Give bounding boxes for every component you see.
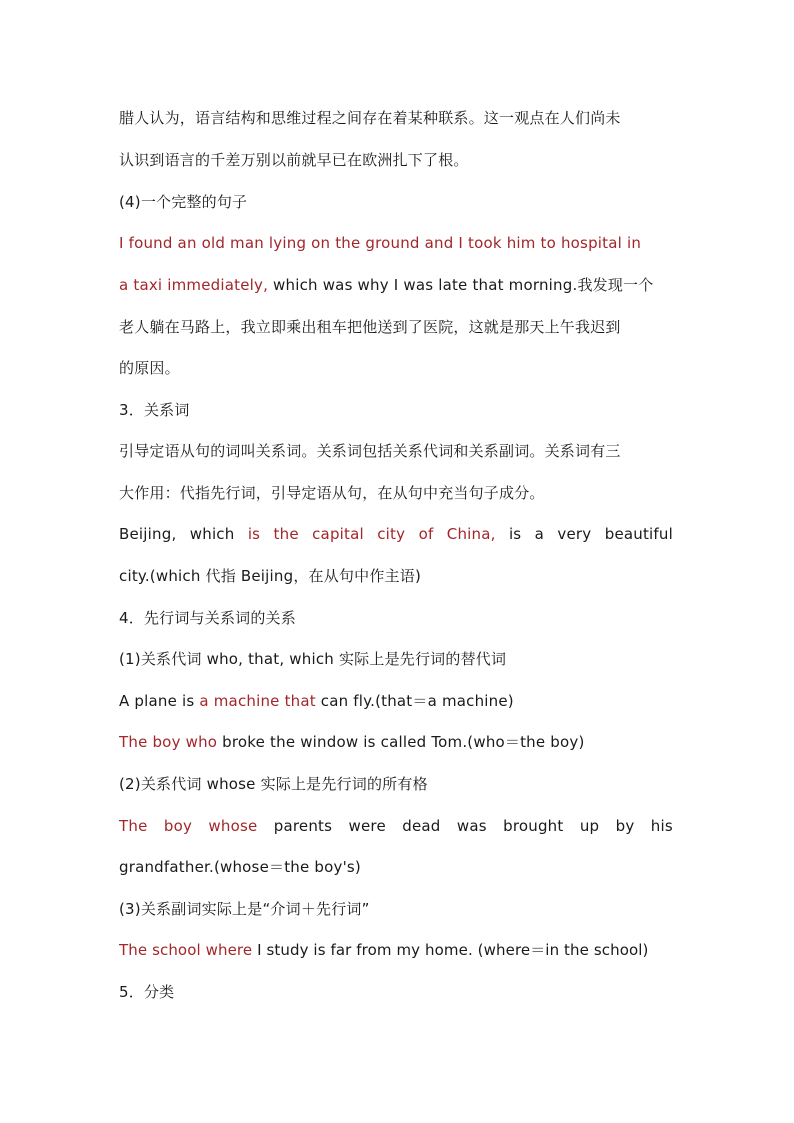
highlighted-word: whose	[208, 817, 258, 835]
paragraph-line	[119, 108, 673, 128]
paragraph-line	[119, 483, 673, 503]
example-sentence-line	[119, 233, 673, 253]
section-heading	[119, 982, 673, 1002]
highlighted-text: The school where	[119, 941, 253, 959]
text-span: broke the window is called Tom.(who＝the boy)	[217, 733, 585, 751]
example-sentence-line	[119, 816, 673, 836]
text-span: I study is far from my home. (where＝in the school)	[252, 941, 649, 959]
section-heading	[119, 608, 673, 628]
sub-heading	[119, 774, 673, 794]
word: brought	[503, 817, 564, 835]
word: beautiful	[604, 525, 673, 543]
word: were	[348, 817, 386, 835]
word: is	[508, 525, 522, 543]
text-span: (3)关系副词实际上是“介词＋先行词”	[119, 900, 370, 918]
text-span: (4)一个完整的句子	[119, 193, 248, 211]
text-span: 大作用：代指先行词，引导定语从句，在从句中充当句子成分。	[119, 484, 545, 502]
text-span: (2)关系代词 whose 实际上是先行词的所有格	[119, 775, 428, 793]
text-span: 4．先行词与关系词的关系	[119, 609, 296, 627]
text-span: 5．分类	[119, 983, 175, 1001]
word: a	[534, 525, 545, 543]
section-heading	[119, 400, 673, 420]
text-span: 认识到语言的千差万别以前就早已在欧洲扎下了根。	[119, 151, 469, 169]
text-span: (1)关系代词 who, that, which 实际上是先行词的替代词	[119, 650, 507, 668]
text-span: A plane is	[119, 692, 200, 710]
example-sentence-line	[119, 691, 673, 711]
text-span: city.(which 代指 Beijing，在从句中作主语)	[119, 567, 421, 585]
example-sentence-line	[119, 524, 673, 544]
text-span: grandfather.(whose＝the boy's)	[119, 858, 361, 876]
paragraph-line	[119, 150, 673, 170]
text-span: 老人躺在马路上，我立即乘出租车把他送到了医院，这就是那天上午我迟到	[119, 318, 621, 336]
text-span: which was why I was late that morning.我发现一个	[268, 276, 654, 294]
text-span: can fly.(that＝a machine)	[315, 692, 514, 710]
highlighted-text: a taxi immediately,	[119, 276, 269, 294]
example-sentence-line	[119, 566, 673, 586]
word: Beijing,	[119, 525, 177, 543]
word: his	[650, 817, 673, 835]
highlighted-word: boy	[163, 817, 193, 835]
text-span: 腊人认为，语言结构和思维过程之间存在着某种联系。这一观点在人们尚未	[119, 109, 621, 127]
word: was	[456, 817, 487, 835]
highlighted-word: China,	[446, 525, 496, 543]
example-sentence-line	[119, 940, 673, 960]
highlighted-word: city	[377, 525, 406, 543]
section-heading	[119, 192, 673, 212]
paragraph-line	[119, 441, 673, 461]
example-sentence-line	[119, 732, 673, 752]
highlighted-text: The boy who	[119, 733, 218, 751]
paragraph-line	[119, 317, 673, 337]
highlighted-word: is	[247, 525, 261, 543]
highlighted-text: I found an old man lying on the ground and I took him to hospital in	[119, 234, 642, 252]
sub-heading	[119, 899, 673, 919]
sub-heading	[119, 649, 673, 669]
highlighted-word: the	[273, 525, 299, 543]
text-span: 的原因。	[119, 359, 180, 377]
example-sentence-line	[119, 857, 673, 877]
word: by	[615, 817, 635, 835]
word: parents	[273, 817, 333, 835]
word: up	[579, 817, 600, 835]
highlighted-text: a machine that	[199, 692, 316, 710]
highlighted-word: of	[418, 525, 434, 543]
word: which	[189, 525, 235, 543]
paragraph-line	[119, 358, 673, 378]
highlighted-word: capital	[312, 525, 364, 543]
text-span: 3．关系词	[119, 401, 190, 419]
text-span: 引导定语从句的词叫关系词。关系词包括关系代词和关系副词。关系词有三	[119, 442, 621, 460]
highlighted-word: The	[119, 817, 148, 835]
word: very	[557, 525, 592, 543]
word: dead	[402, 817, 441, 835]
example-sentence-line	[119, 275, 673, 295]
